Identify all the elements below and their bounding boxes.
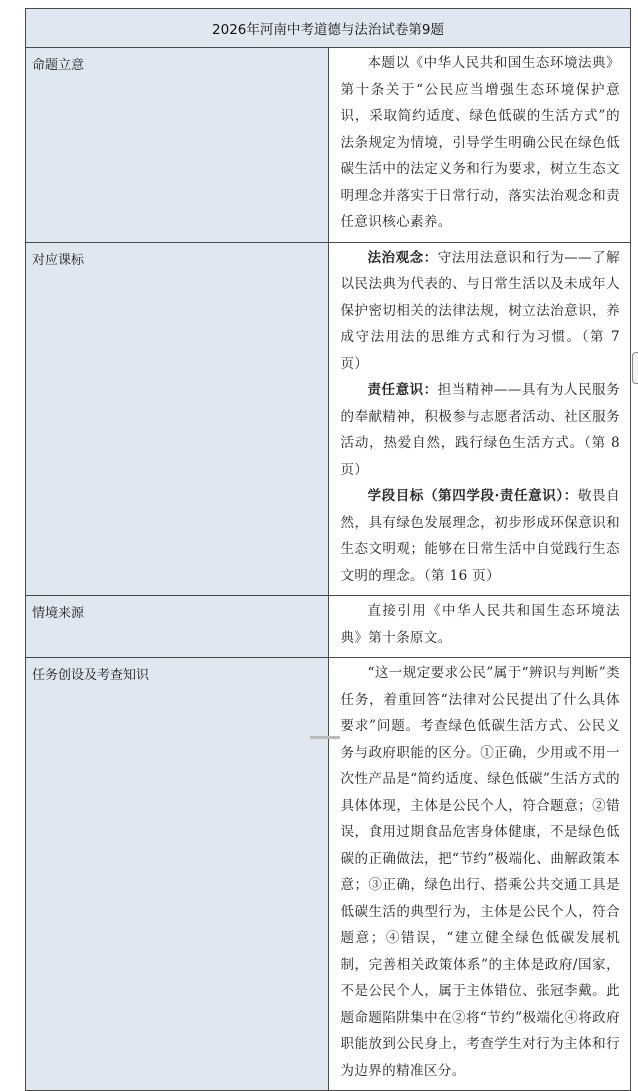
label-source: 情境来源 <box>26 596 329 658</box>
row-curriculum <box>26 242 631 596</box>
curriculum-para-3 <box>341 483 621 589</box>
page-bottom-marker <box>310 736 340 739</box>
curriculum-text-3: 敬畏自然，具有绿色发展理念，初步形成环保意识和生态文明观；能够在日常生活中自觉践行生态文明的理念。（第 16 页） <box>340 488 620 584</box>
label-intent: 命题立意 <box>26 48 329 243</box>
curriculum-lead-3: 学段目标（第四学段·责任意识）： <box>367 488 578 504</box>
content-intent <box>328 48 631 243</box>
source-text: 直接引用《中华人民共和国生态环境法典》第十条原文。 <box>340 603 620 646</box>
row-intent <box>26 48 631 243</box>
intent-text: 本题以《中华人民共和国生态环境法典》第十条关于“公民应当增强生态环境保护意识，采取简约适度、绿色低碳的生活方式”的法条规定为情境，引导学生明确公民在绿色低碳生活中的法定义务和行为要求，树立生态文明理念并落实于日常行动，落实法治观念和责任意识核心素养。 <box>340 55 620 230</box>
label-task: 任务创设及考查知识 <box>26 658 329 1091</box>
row-source <box>26 596 631 658</box>
content-task <box>328 658 631 1091</box>
side-scroll-handle[interactable] <box>632 352 638 384</box>
curriculum-para-1 <box>341 245 621 378</box>
row-task <box>26 658 631 1091</box>
curriculum-lead-2: 责任意识： <box>367 382 438 398</box>
content-source <box>328 596 631 658</box>
label-curriculum: 对应课标 <box>26 242 329 596</box>
exam-analysis-table <box>25 8 631 1091</box>
task-text: “这一规定要求公民”属于“辨识与判断”类任务，着重回答“法律对公民提出了什么具体要求”问题。考查绿色低碳生活方式、公民义务与政府职能的区分。①正确，少用或不用一次性产品是“简约适度、绿色低碳”生活方式的具体体现，主体是公民个人，符合题意；②错误，食用过期食品危害身体健康，不是绿色低碳的正确做法，把“节约”极端化、曲解政策本意；③正确，绿色出行、搭乘公共交通工具是低碳生活的典型行为，主体是公民个人，符合题意；④错误，“建立健全绿色低碳发展机制，完善相关政策体系”的主体是政府/国家，不是公民个人，属于主体错位、张冠李戴。此题命题陷阱集中在②将“节约”极端化④将政府职能放到公民身上，考查学生对行为主体和行为边界的精准区分。 <box>340 665 620 1079</box>
table-title: 2026年河南中考道德与法治试卷第9题 <box>26 9 631 48</box>
curriculum-text-1: 守法用法意识和行为——了解以民法典为代表的、与日常生活以及未成年人保护密切相关的法律法规，树立法治意识，养成守法用法的思维方式和行为习惯。（第 7 页） <box>340 249 620 372</box>
curriculum-para-2 <box>341 377 621 483</box>
curriculum-lead-1: 法治观念： <box>367 249 438 266</box>
content-curriculum <box>328 242 631 596</box>
curriculum-text-2: 担当精神——具有为人民服务的奉献精神，积极参与志愿者活动、社区服务活动，热爱自然，践行绿色生活方式。（第 8 页） <box>340 382 620 478</box>
